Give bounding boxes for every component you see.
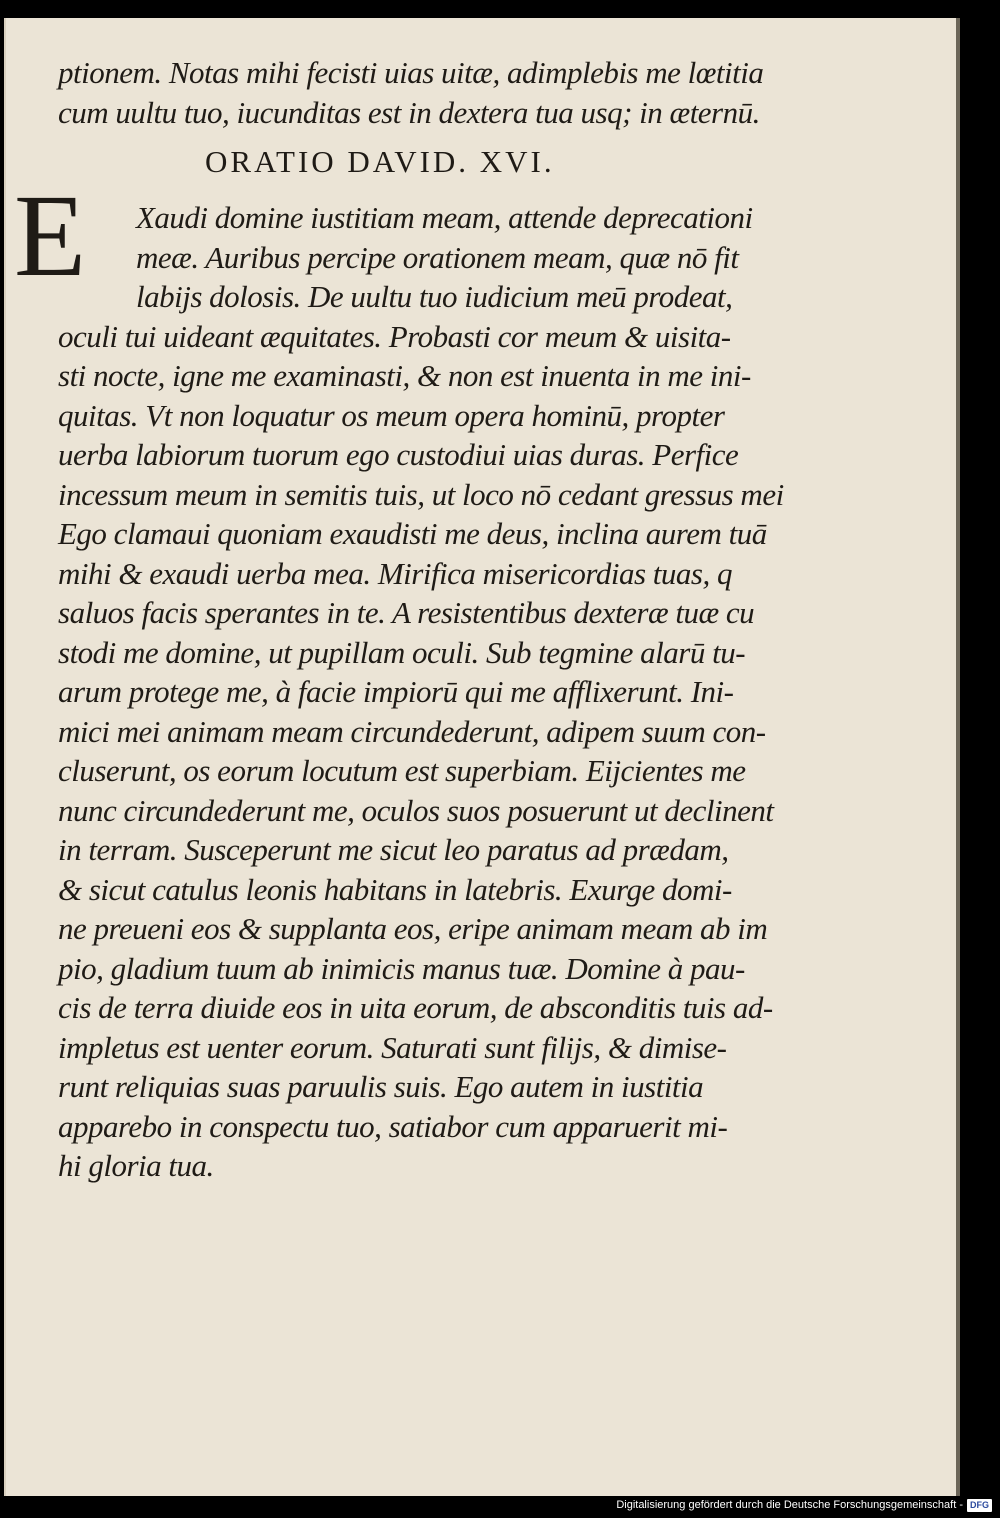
text-line: Xaudi domine iustitiam meam, attende deprecationi [136,200,753,235]
text-line: labijs dolosis. De uultu tuo iudicium meū prodeat, [136,279,733,314]
text-line: & sicut catulus leonis habitans in latebris. Exurge domi- [58,871,732,907]
text-line: hi gloria tua. [58,1148,214,1183]
text-line: mihi & exaudi uerba mea. Mirifica misericordias tuas, q [58,555,732,591]
text-line: meæ. Auribus percipe orationem meam, quæ nō fit [136,239,739,275]
text-line: apparebo in conspectu tuo, satiabor cum apparuerit mi- [58,1108,728,1144]
page-text [58,53,784,1186]
text-line: incessum meum in semitis tuis, ut loco nō cedant gressus mei [58,476,784,512]
text-line: nunc circundederunt me, oculos suos posuerunt ut declinent [58,792,774,828]
text-line: stodi me domine, ut pupillam oculi. Sub tegmine alarū tu- [58,634,746,670]
drop-cap: E [14,170,87,301]
text-line: uerba labiorum tuorum ego custodiui uias duras. Perfice [58,437,739,472]
text-line: arum protege me, à facie impiorū qui me afflixerunt. Ini- [58,674,734,709]
text-line: Ego clamaui quoniam exaudisti me deus, inclina aurem tuā [58,516,767,551]
text-line: quitas. Vt non loquatur os meum opera hominū, propter [58,397,725,433]
text-line: oculi tui uideant æquitates. Probasti cor meum & uisita- [58,318,731,354]
text-line: mici mei animam meam circundederunt, adipem suum con- [58,713,766,749]
dropcap-paragraph [58,198,758,317]
text-line: runt reliquias suas paruulis suis. Ego autem in iustitia [58,1069,704,1104]
credit-text: Digitalisierung gefördert durch die Deutsche Forschungsgemeinschaft - [616,1499,963,1511]
digitization-credit [616,1497,992,1513]
text-line: pio, gladium tuum ab inimicis manus tuæ. Domine à pau- [58,950,745,986]
text-line: in terram. Susceperunt me sicut leo paratus ad prædam, [58,832,729,867]
text-line: saluos facis sperantes in te. A resistentibus dexteræ tuæ cu [58,595,755,630]
dfg-logo: DFG [967,1499,992,1512]
text-line: cum uultu tuo, iucunditas est in dextera tua usq; in æternū. [58,94,760,130]
text-line: ptionem. Notas mihi fecisti uias uitæ, adimplebis me lœtitia [58,55,764,90]
book-page [4,18,958,1496]
text-line: ne preueni eos & supplanta eos, eripe animam meam ab im [58,911,768,946]
text-line: sti nocte, igne me examinasti, & non est inuenta in me ini- [58,358,751,393]
page-edge [956,18,960,1496]
section-heading: ORATIO DAVID. XVI. [205,144,555,179]
text-line: cis de terra diuide eos in uita eorum, de absconditis tuis ad- [58,990,773,1025]
text-line: cluserunt, os eorum locutum est superbiam. Eijcientes me [58,753,746,788]
text-line: impletus est uenter eorum. Saturati sunt filijs, & dimise- [58,1029,727,1065]
